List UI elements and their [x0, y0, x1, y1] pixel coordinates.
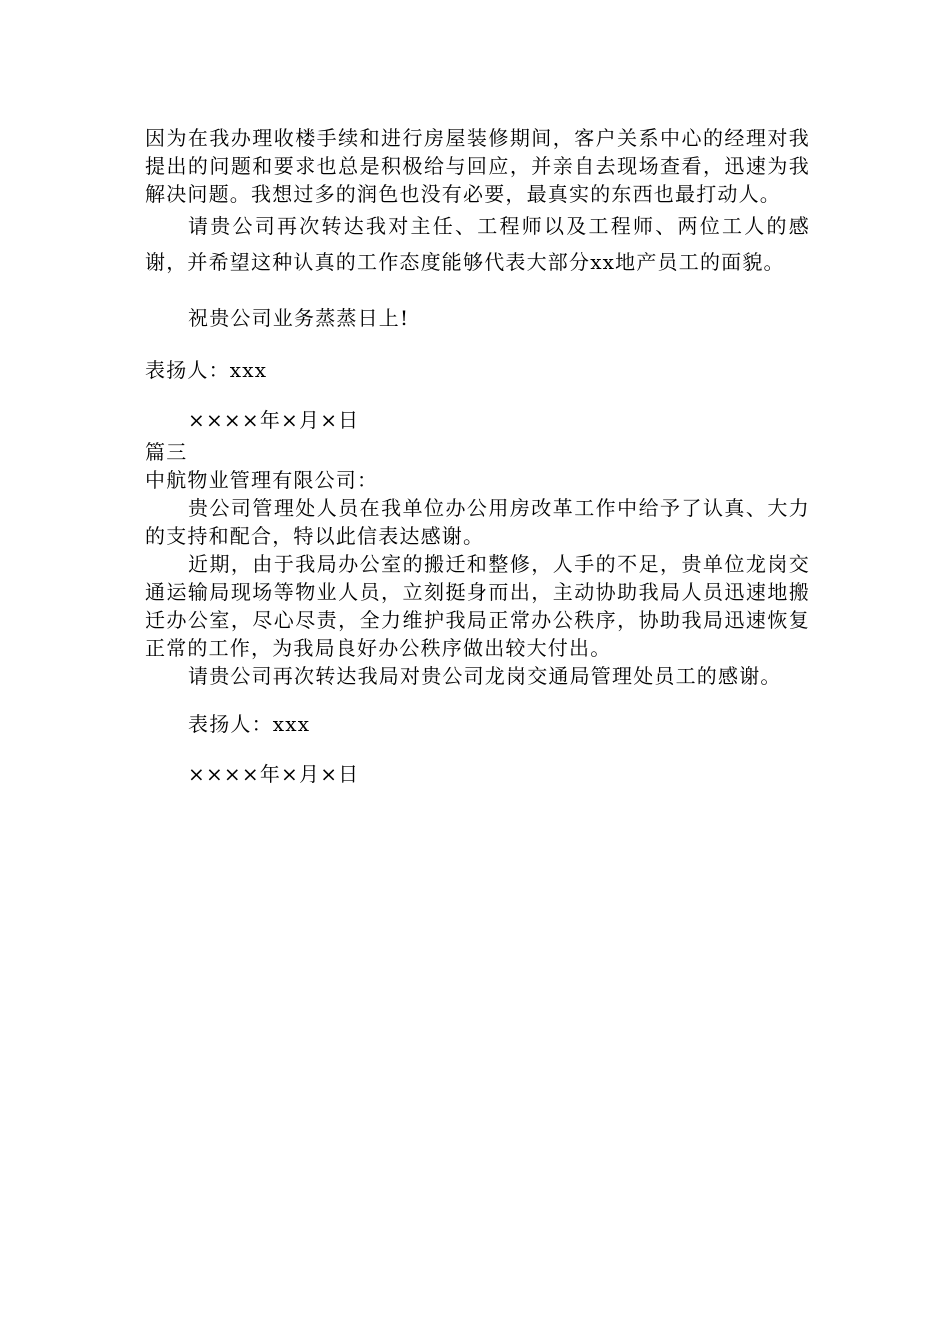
letter3-paragraph-3: 请贵公司再次转达我局对贵公司龙岗交通局管理处员工的感谢。: [188, 664, 782, 688]
letter2-signer: 表扬人：xxx: [145, 358, 268, 382]
letter2-date: ××××年×月×日: [188, 408, 360, 432]
letter3-salutation: 中航物业管理有限公司：: [145, 468, 379, 492]
letter2-wish: 祝贵公司业务蒸蒸日上!: [188, 306, 410, 330]
letter3-heading: 篇三: [145, 440, 188, 464]
letter2-thanks-paragraph: 请贵公司再次转达我对主任、工程师以及工程师、两位工人的感谢，并希望这种认真的工作态度能够代表大部分xx地产员工的面貌。: [145, 214, 810, 274]
document-page: [145, 124, 810, 788]
letter3-signer: 表扬人：xxx: [188, 712, 311, 736]
letter2-paragraph-continued: 因为在我办理收楼手续和进行房屋装修期间，客户关系中心的经理对我提出的问题和要求也总是积极给与回应，并亲自去现场查看，迅速为我解决问题。我想过多的润色也没有必要，最真实的东西也最打动人。: [145, 126, 810, 206]
letter3-date: ××××年×月×日: [188, 762, 360, 786]
letter3-paragraph-1: 贵公司管理处人员在我单位办公用房改革工作中给予了认真、大力的支持和配合，特以此信表达感谢。: [145, 496, 810, 548]
letter3-paragraph-2: 近期，由于我局办公室的搬迁和整修，人手的不足，贵单位龙岗交通运输局现场等物业人员，立刻挺身而出，主动协助我局人员迅速地搬迁办公室，尽心尽责，全力维护我局正常办公秩序，协助我局迅速恢复正常的工作，为我局良好办公秩序做出较大付出。: [145, 552, 810, 660]
